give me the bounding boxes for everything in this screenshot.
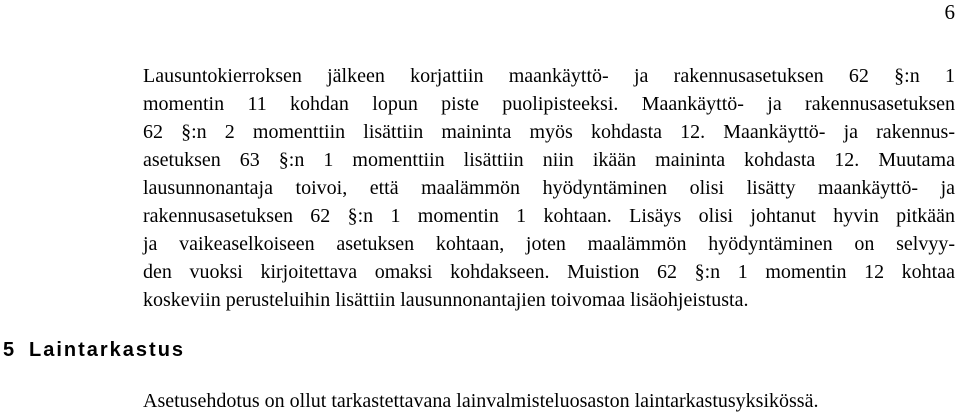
body-line: rakennusasetuksen 62 §:n 1 momentin 1 kohtaan. Lisäys olisi johtanut hyvin pitkään [143, 205, 955, 227]
body-line: den vuoksi kirjoitettava omaksi kohdakseen. Muistion 62 §:n 1 momentin 12 kohtaa [143, 261, 955, 283]
body-line: koskeviin perusteluihin lisättiin lausunnonantajien toivomaa lisäohjeistusta. [143, 289, 749, 311]
body-paragraph [143, 62, 955, 314]
body-line: ja vaikeaselkoiseen asetuksen kohtaan, joten maalämmön hyödyntäminen on selvyy- [143, 233, 955, 255]
page-number: 6 [944, 0, 955, 24]
body-line: Lausuntokierroksen jälkeen korjattiin maankäyttö- ja rakennusasetuksen 62 §:n 1 [143, 65, 955, 87]
body-line: 62 §:n 2 momenttiin lisättiin maininta myös kohdasta 12. Maankäyttö- ja rakennus- [143, 121, 955, 143]
body-line: momentin 11 kohdan lopun piste puolipisteeksi. Maankäyttö- ja rakennusasetuksen [143, 93, 955, 115]
section-title: Laintarkastus [29, 339, 186, 361]
section-number: 5 [3, 339, 15, 361]
body-line: lausunnonantaja toivoi, että maalämmön hyödyntäminen olisi lisätty maankäyttö- ja [143, 177, 955, 199]
section-paragraph: Asetusehdotus on ollut tarkastettavana lainvalmisteluosaston laintarkastusyksikössä. [143, 390, 819, 412]
section-heading [3, 337, 185, 363]
body-line: asetuksen 63 §:n 1 momenttiin lisättiin niin ikään maininta kohdasta 12. Muutama [143, 149, 955, 171]
